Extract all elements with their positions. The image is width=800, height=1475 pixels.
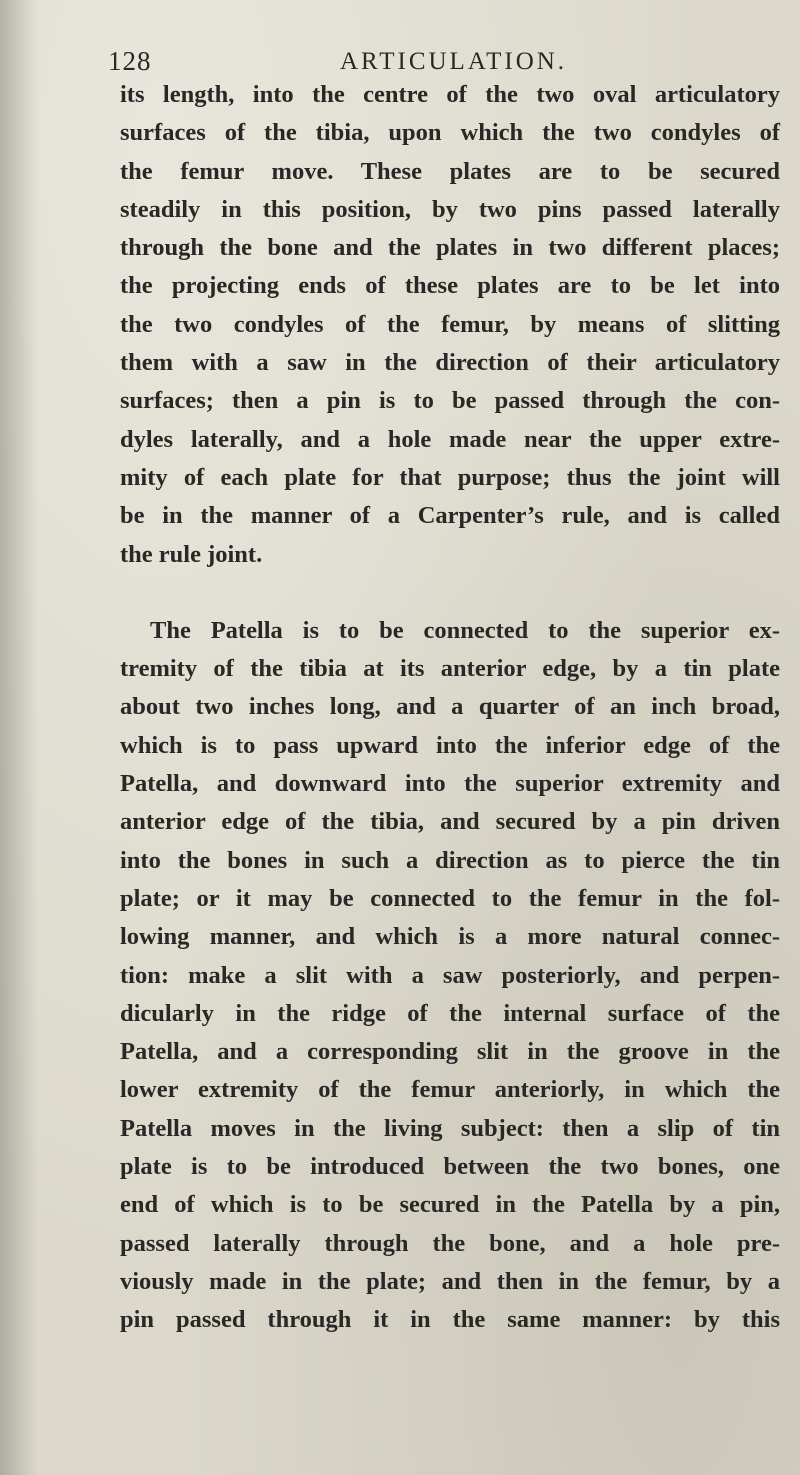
text-line: lowing manner, and which is a more natural connec- [120,923,780,951]
paragraph [120,76,780,574]
text-line: The Patella is to be connected to the superior ex- [150,616,780,644]
text-line: its length, into the centre of the two oval articulatory [120,81,780,108]
text-line: them with a saw in the direction of their articulatory [120,349,780,377]
text-line: the femur move. These plates are to be secured [120,157,780,185]
text-line: pin passed through it in the same manner: by this [120,1306,780,1334]
text-line: through the bone and the plates in two different places; [120,234,780,262]
page-gutter-shadow [0,0,38,1475]
text-line: dyles laterally, and a hole made near the upper extre- [120,425,780,453]
text-line: surfaces; then a pin is to be passed through the con- [120,387,780,415]
text-line: steadily in this position, by two pins passed laterally [120,195,780,223]
text-line: Patella, and a corresponding slit in the groove in the [120,1038,780,1066]
text-line: Patella, and downward into the superior extremity and [120,770,780,798]
text-line: anterior edge of the tibia, and secured by a pin driven [120,808,780,836]
body-text [120,76,780,1340]
text-line: Patella moves in the living subject: then a slip of tin [120,1114,780,1142]
text-line: tion: make a slit with a saw posteriorly, and perpen- [120,961,780,989]
text-line: passed laterally through the bone, and a hole pre- [120,1229,780,1257]
text-line: viously made in the plate; and then in the femur, by a [120,1267,780,1295]
paragraph [120,612,780,1340]
text-line: the projecting ends of these plates are to be let into [120,272,780,300]
text-line: surfaces of the tibia, upon which the two condyles of [120,119,780,147]
text-line: about two inches long, and a quarter of an inch broad, [120,693,780,721]
text-line: mity of each plate for that purpose; thus the joint will [120,463,780,491]
text-line: end of which is to be secured in the Patella by a pin, [120,1191,780,1219]
text-line: which is to pass upward into the inferior edge of the [120,731,780,759]
page-number: 128 [108,46,152,76]
text-line: plate is to be introduced between the two bones, one [120,1153,780,1181]
running-title: ARTICULATION. [340,48,568,75]
text-line: dicularly in the ridge of the internal surface of the [120,999,780,1027]
text-line: the rule joint. [120,540,263,568]
text-line: lower extremity of the femur anteriorly, in which the [120,1076,780,1104]
text-line: tremity of the tibia at its anterior edge, by a tin plate [120,655,780,683]
text-line: be in the manner of a Carpenter’s rule, and is called [120,502,780,530]
text-line: into the bones in such a direction as to pierce the tin [120,846,780,874]
text-line: the two condyles of the femur, by means of slitting [120,310,780,338]
text-line: plate; or it may be connected to the femur in the fol- [120,884,780,912]
